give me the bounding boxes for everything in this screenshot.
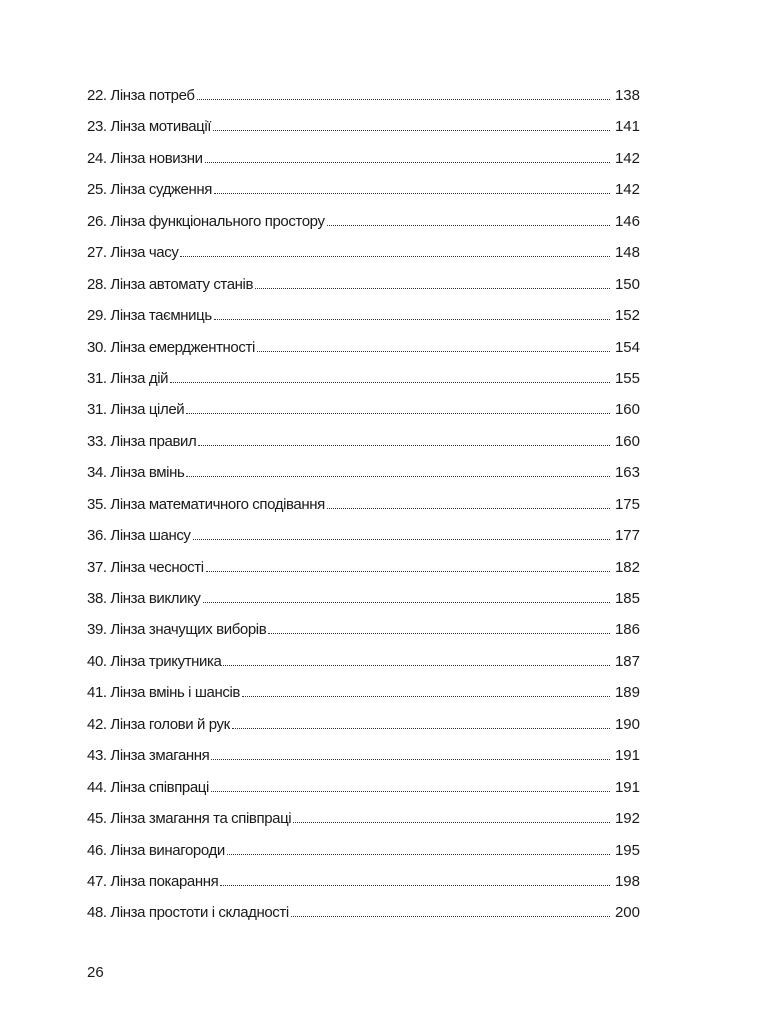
toc-entry-page: 177 bbox=[614, 527, 640, 545]
toc-entry bbox=[87, 616, 640, 647]
toc-entry bbox=[87, 334, 640, 365]
toc-entry bbox=[87, 365, 640, 396]
toc-entry-title: 36. Лінза шансу bbox=[87, 527, 191, 545]
toc-entry bbox=[87, 428, 640, 459]
toc-entry-page: 186 bbox=[614, 621, 640, 639]
toc-entry bbox=[87, 648, 640, 679]
toc-entry-title: 31. Лінза цілей bbox=[87, 401, 185, 419]
dot-leader bbox=[223, 664, 610, 666]
toc-entry-title: 48. Лінза простоти і складності bbox=[87, 904, 289, 922]
toc-entry bbox=[87, 805, 640, 836]
toc-entry-title: 37. Лінза чесності bbox=[87, 558, 204, 576]
toc-entry bbox=[87, 742, 640, 773]
toc-entry-page: 192 bbox=[614, 810, 640, 828]
toc-entry-title: 47. Лінза покарання bbox=[87, 872, 219, 890]
toc-entry-page: 152 bbox=[614, 307, 640, 325]
dot-leader bbox=[211, 790, 610, 792]
toc-entry bbox=[87, 491, 640, 522]
toc-entry-page: 138 bbox=[614, 87, 640, 104]
dot-leader bbox=[293, 821, 610, 823]
toc-entry-title: 34. Лінза вмінь bbox=[87, 464, 185, 482]
dot-leader bbox=[255, 287, 610, 289]
table-of-contents bbox=[87, 82, 640, 931]
toc-entry bbox=[87, 82, 640, 113]
toc-entry-page: 160 bbox=[614, 401, 640, 419]
toc-entry-title: 42. Лінза голови й рук bbox=[87, 715, 230, 733]
page-number: 26 bbox=[87, 964, 104, 981]
toc-entry-page: 200 bbox=[614, 904, 640, 922]
toc-entry-page: 155 bbox=[614, 369, 640, 387]
dot-leader bbox=[214, 318, 610, 320]
toc-entry bbox=[87, 899, 640, 930]
dot-leader bbox=[211, 758, 610, 760]
toc-entry-title: 43. Лінза змагання bbox=[87, 747, 210, 765]
dot-leader bbox=[327, 224, 610, 226]
toc-entry bbox=[87, 554, 640, 585]
toc-entry bbox=[87, 208, 640, 239]
toc-entry-page: 190 bbox=[614, 715, 640, 733]
toc-entry-page: 146 bbox=[614, 212, 640, 230]
toc-entry-title: 31. Лінза дій bbox=[87, 369, 169, 387]
dot-leader bbox=[193, 538, 610, 540]
toc-entry bbox=[87, 585, 640, 616]
toc-entry-title: 29. Лінза таємниць bbox=[87, 307, 212, 325]
toc-entry bbox=[87, 837, 640, 868]
toc-entry-title: 40. Лінза трикутника bbox=[87, 652, 222, 670]
toc-entry-title: 38. Лінза виклику bbox=[87, 590, 201, 607]
toc-entry-page: 191 bbox=[614, 747, 640, 765]
toc-entry-title: 23. Лінза мотивації bbox=[87, 118, 212, 136]
toc-entry-page: 142 bbox=[614, 181, 640, 199]
toc-entry-title: 26. Лінза функціонального простору bbox=[87, 212, 325, 230]
toc-entry bbox=[87, 711, 640, 742]
toc-entry bbox=[87, 868, 640, 899]
toc-entry-page: 141 bbox=[614, 118, 640, 136]
toc-entry-title: 45. Лінза змагання та співпраці bbox=[87, 810, 292, 828]
toc-entry-title: 22. Лінза потреб bbox=[87, 87, 195, 104]
toc-entry-title: 44. Лінза співпраці bbox=[87, 778, 209, 796]
toc-entry bbox=[87, 113, 640, 144]
toc-entry-page: 182 bbox=[614, 558, 640, 576]
toc-entry-title: 35. Лінза математичного сподівання bbox=[87, 495, 325, 513]
toc-entry-page: 163 bbox=[614, 464, 640, 482]
dot-leader bbox=[198, 444, 610, 446]
toc-entry bbox=[87, 145, 640, 176]
toc-entry-title: 41. Лінза вмінь і шансів bbox=[87, 684, 240, 702]
toc-entry-page: 189 bbox=[614, 684, 640, 702]
toc-entry-title: 25. Лінза судження bbox=[87, 181, 212, 199]
dot-leader bbox=[170, 381, 610, 383]
dot-leader bbox=[327, 507, 610, 509]
dot-leader bbox=[257, 350, 610, 352]
toc-entry-page: 195 bbox=[614, 841, 640, 859]
dot-leader bbox=[206, 570, 610, 572]
toc-entry bbox=[87, 459, 640, 490]
dot-leader bbox=[268, 632, 610, 634]
toc-entry-title: 24. Лінза новизни bbox=[87, 149, 203, 167]
dot-leader bbox=[205, 161, 610, 163]
dot-leader bbox=[220, 884, 610, 886]
dot-leader bbox=[214, 192, 610, 194]
dot-leader bbox=[180, 255, 610, 257]
toc-entry-page: 150 bbox=[614, 275, 640, 293]
toc-entry bbox=[87, 176, 640, 207]
toc-entry-title: 30. Лінза емерджентності bbox=[87, 338, 255, 356]
toc-entry bbox=[87, 239, 640, 270]
toc-entry-page: 160 bbox=[614, 432, 640, 450]
toc-entry bbox=[87, 271, 640, 302]
toc-entry bbox=[87, 522, 640, 553]
toc-entry-title: 28. Лінза автомату станів bbox=[87, 275, 254, 293]
toc-entry-title: 33. Лінза правил bbox=[87, 432, 197, 450]
toc-entry-title: 46. Лінза винагороди bbox=[87, 841, 225, 859]
toc-entry-page: 142 bbox=[614, 149, 640, 167]
toc-entry-page: 175 bbox=[614, 495, 640, 513]
toc-entry bbox=[87, 679, 640, 710]
toc-entry bbox=[87, 396, 640, 427]
toc-entry-title: 39. Лінза значущих виборів bbox=[87, 621, 267, 639]
dot-leader bbox=[227, 853, 610, 855]
toc-entry-page: 185 bbox=[614, 590, 640, 607]
dot-leader bbox=[186, 412, 610, 414]
toc-entry-page: 154 bbox=[614, 338, 640, 356]
dot-leader bbox=[242, 695, 610, 697]
toc-entry-page: 187 bbox=[614, 652, 640, 670]
dot-leader bbox=[186, 475, 610, 477]
toc-entry-title: 27. Лінза часу bbox=[87, 244, 179, 262]
toc-entry bbox=[87, 774, 640, 805]
toc-entry-page: 191 bbox=[614, 778, 640, 796]
dot-leader bbox=[203, 601, 610, 603]
toc-entry bbox=[87, 302, 640, 333]
toc-entry-page: 148 bbox=[614, 244, 640, 262]
dot-leader bbox=[232, 727, 610, 729]
dot-leader bbox=[197, 98, 610, 100]
dot-leader bbox=[213, 129, 610, 131]
toc-entry-page: 198 bbox=[614, 872, 640, 890]
dot-leader bbox=[291, 915, 610, 917]
